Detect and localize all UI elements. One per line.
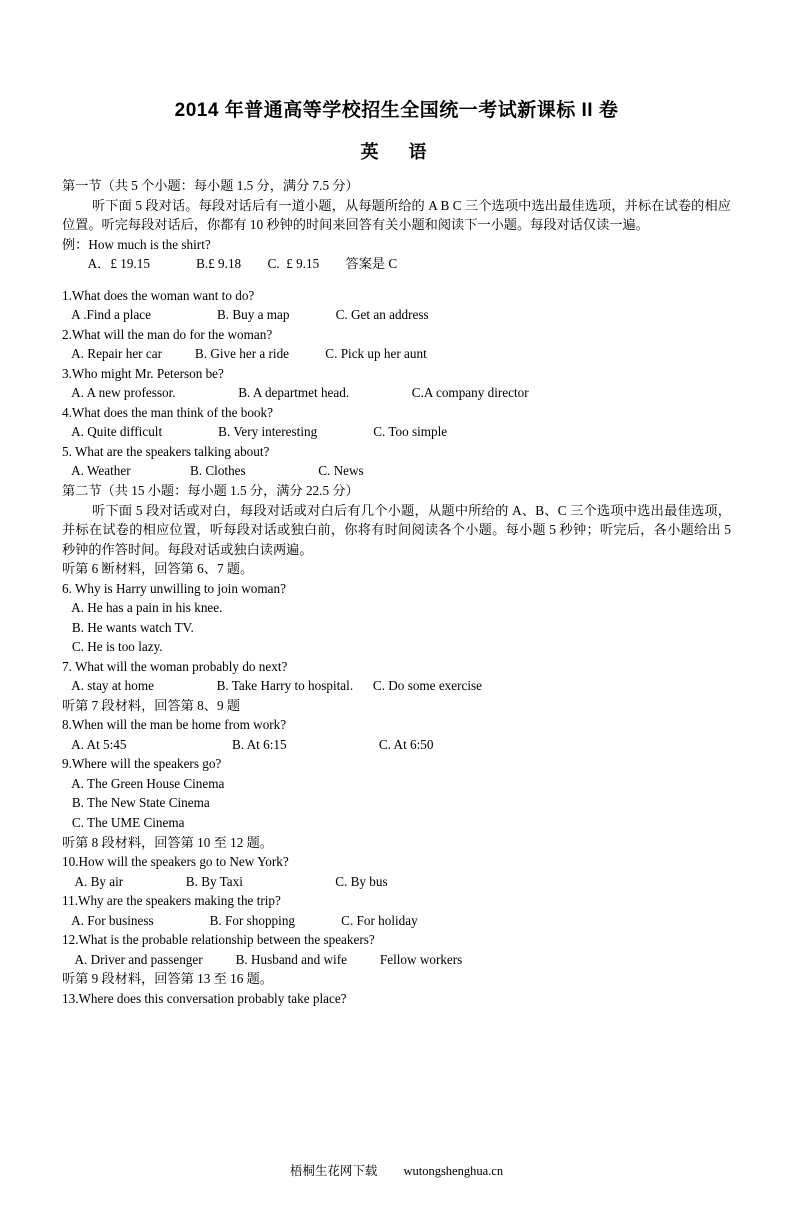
question-6-option-a: A. He has a pain in his knee.	[62, 600, 223, 616]
material-7-heading: 听第 7 段材料，回答第 8、9 题	[62, 697, 241, 713]
section-1-instructions: 听下面 5 段对话。每段对话后有一道小题，从每题所给的 A B C 三个选项中选出最佳选项，并标在试卷的相应位置。听完每段对话后，你都有 10 秒钟的时间来回答有关小题和阅读下一小题。每段对话仅读一遍。	[62, 197, 731, 233]
question-4-options: A. Quite difficult B. Very interesting C. Too simple	[62, 424, 448, 440]
question-6: 6. Why is Harry unwilling to join woman?	[62, 580, 286, 596]
material-9-heading: 听第 9 段材料，回答第 13 至 16 题。	[62, 971, 273, 987]
question-4: 4.What does the man think of the book?	[62, 404, 273, 420]
example-options: A．£ 19.15 B.£ 9.18 C. £ 9.15 答案是 C	[62, 256, 398, 272]
spacer	[62, 274, 731, 286]
question-10: 10.How will the speakers go to New York?	[62, 854, 289, 870]
footer-site-name: 梧桐生花网下载	[289, 1164, 378, 1178]
subject-heading: 英 语	[360, 142, 433, 162]
question-8-options: A. At 5:45 B. At 6:15 C. At 6:50	[62, 736, 434, 752]
example-question: 例：How much is the shirt?	[62, 236, 211, 252]
question-8: 8.When will the man be home from work?	[62, 717, 287, 733]
page-footer	[0, 1161, 793, 1179]
question-6-option-b: B. He wants watch TV.	[62, 619, 194, 635]
document-body	[62, 176, 735, 1008]
document-page	[0, 95, 793, 1217]
question-6-option-c: C. He is too lazy.	[62, 639, 163, 655]
section-1-heading: 第一节（共 5 个小题：每小题 1.5 分，满分 7.5 分）	[62, 178, 359, 193]
question-2: 2.What will the man do for the woman?	[62, 326, 273, 342]
question-12-options: A. Driver and passenger B. Husband and wife Fellow workers	[62, 951, 463, 967]
question-9: 9.Where will the speakers go?	[62, 756, 222, 772]
question-13: 13.Where does this conversation probably take place?	[62, 990, 347, 1006]
material-6-heading: 听第 6 断材料，回答第 6、7 题。	[62, 561, 254, 577]
question-9-option-a: A. The Green House Cinema	[62, 775, 225, 791]
question-11-options: A. For business B. For shopping C. For holiday	[62, 912, 418, 928]
question-10-options: A. By air B. By Taxi C. By bus	[62, 873, 388, 889]
footer-site-url: wutongshenghua.cn	[403, 1164, 504, 1178]
question-7: 7. What will the woman probably do next?	[62, 658, 288, 674]
question-11: 11.Why are the speakers making the trip?	[62, 893, 281, 909]
section-2-instructions: 听下面 5 段对话或对白，每段对话或对白后有几个小题，从题中所给的 A、B、C 三个选项中选出最佳选项，并标在试卷的相应位置，听每段对话或独白前，你将有时间阅读各个小题。每小题 5 秒钟；听完后，各小题给出 5 秒钟的作答时间。每段对话或独白读两遍。	[62, 502, 735, 557]
question-5-options: A. Weather B. Clothes C. News	[62, 463, 364, 479]
material-8-heading: 听第 8 段材料，回答第 10 至 12 题。	[62, 834, 273, 850]
question-1-options: A .Find a place B. Buy a map C. Get an address	[62, 307, 429, 323]
question-9-option-b: B. The New State Cinema	[62, 795, 210, 811]
question-12: 12.What is the probable relationship between the speakers?	[62, 932, 375, 948]
question-3-options: A. A new professor. B. A departmet head. C.A company director	[62, 385, 529, 401]
question-5: 5. What are the speakers talking about?	[62, 443, 270, 459]
question-7-options: A. stay at home B. Take Harry to hospital. C. Do some exercise	[62, 678, 483, 694]
question-9-option-c: C. The UME Cinema	[62, 815, 185, 830]
question-3: 3.Who might Mr. Peterson be?	[62, 365, 224, 381]
page-title: 2014 年普通高等学校招生全国统一考试新课标 II 卷	[174, 100, 619, 121]
section-2-heading: 第二节（共 15 小题：每小题 1.5 分，满分 22.5 分）	[62, 482, 359, 498]
question-1: 1.What does the woman want to do?	[62, 287, 255, 303]
question-2-options: A. Repair her car B. Give her a ride C. Pick up her aunt	[62, 346, 427, 362]
